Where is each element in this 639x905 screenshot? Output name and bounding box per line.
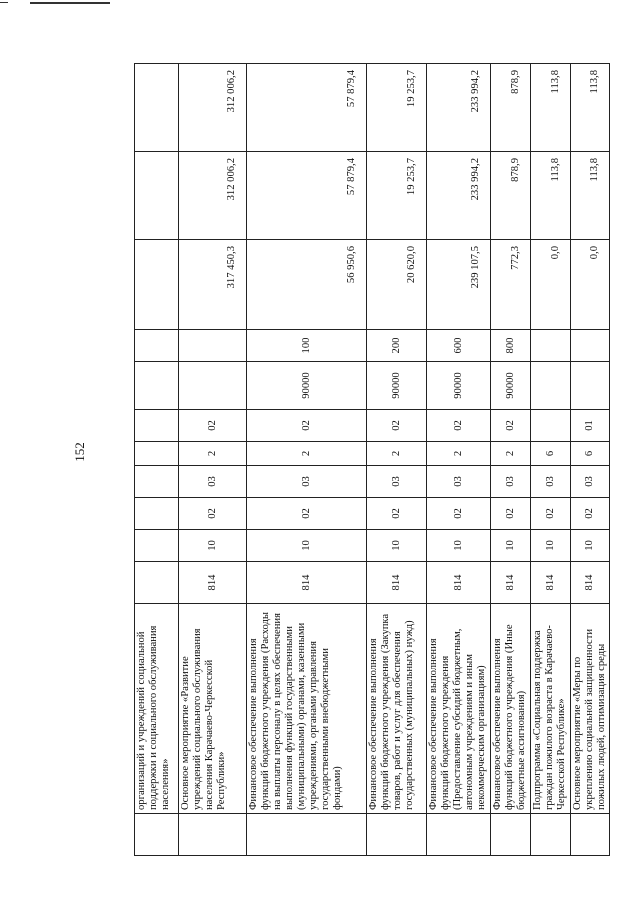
cell-amount-1: 317 450,3 bbox=[179, 240, 247, 330]
cell-chapter: 10 bbox=[491, 530, 531, 562]
cell-section: 02 bbox=[247, 498, 367, 530]
cell-target bbox=[531, 362, 571, 410]
table-row bbox=[571, 64, 610, 856]
cell-code: 814 bbox=[571, 562, 610, 604]
cell-chapter: 10 bbox=[367, 530, 427, 562]
cell-amount-2: 113,8 bbox=[571, 152, 610, 240]
table-row bbox=[179, 64, 247, 856]
table-row bbox=[247, 64, 367, 856]
cell-section: 02 bbox=[571, 498, 610, 530]
cell-margin bbox=[491, 814, 531, 856]
cell-name: организаций и учреждений социальной поддержки и социального обслуживания населения» bbox=[135, 604, 179, 814]
cell-amount-3: 878,9 bbox=[491, 64, 531, 152]
cell-amount-2: 233 994,2 bbox=[427, 152, 491, 240]
cell-amount-1: 56 950,6 bbox=[247, 240, 367, 330]
budget-table bbox=[134, 63, 610, 856]
cell-target: 90000 bbox=[427, 362, 491, 410]
cell-amount-1 bbox=[135, 240, 179, 330]
cell-chapter: 10 bbox=[247, 530, 367, 562]
cell-chapter bbox=[135, 530, 179, 562]
cell-section: 02 bbox=[179, 498, 247, 530]
cell-name: Финансовое обеспечение выполнения функций бюджетного учреждения (Расходы на выплаты персоналу в целях обеспечения выполнения функций государственными (муниципальными) органами, казенными учреждениями, органами управления государственными внебюджетными фондами) bbox=[247, 604, 367, 814]
cell-direction: 02 bbox=[247, 410, 367, 442]
cell-expense-type bbox=[179, 330, 247, 362]
cell-chapter: 10 bbox=[571, 530, 610, 562]
cell-target: 90000 bbox=[367, 362, 427, 410]
cell-amount-2: 312 006,2 bbox=[179, 152, 247, 240]
cell-amount-2: 57 879,4 bbox=[247, 152, 367, 240]
cell-program: 03 bbox=[367, 466, 427, 498]
table-row bbox=[531, 64, 571, 856]
cell-amount-2: 113,8 bbox=[531, 152, 571, 240]
cell-section bbox=[135, 498, 179, 530]
cell-name: Финансовое обеспечение выполнения функций бюджетного учреждения (Закупка товаров, работ и услуг для обеспечения государственных (муниципальных) нужд) bbox=[367, 604, 427, 814]
cell-name: Основное мероприятие «Развитие учреждений социального обслуживания населения Карачаево-Черкесской Республики» bbox=[179, 604, 247, 814]
table-row bbox=[367, 64, 427, 856]
cell-amount-2 bbox=[135, 152, 179, 240]
cell-code: 814 bbox=[247, 562, 367, 604]
cell-program: 03 bbox=[571, 466, 610, 498]
cell-amount-3: 19 253,7 bbox=[367, 64, 427, 152]
cell-amount-3: 233 994,2 bbox=[427, 64, 491, 152]
cell-program: 03 bbox=[247, 466, 367, 498]
cell-code: 814 bbox=[427, 562, 491, 604]
cell-subprogram: 6 bbox=[531, 442, 571, 466]
table-row bbox=[135, 64, 179, 856]
cell-subprogram: 6 bbox=[571, 442, 610, 466]
cell-margin bbox=[367, 814, 427, 856]
cell-code: 814 bbox=[179, 562, 247, 604]
cell-margin bbox=[247, 814, 367, 856]
cell-amount-1: 239 107,5 bbox=[427, 240, 491, 330]
cell-amount-2: 19 253,7 bbox=[367, 152, 427, 240]
cell-direction bbox=[135, 410, 179, 442]
cell-name: Основное мероприятие «Меры по укреплению социальной защищенности пожилых людей, оптимизация среды bbox=[571, 604, 610, 814]
cell-name: Финансовое обеспечение выполнения функций бюджетного учреждения (Предоставление субсидий бюджетным, автономным учреждениям и иным некоммерческим организациям) bbox=[427, 604, 491, 814]
cell-subprogram: 2 bbox=[427, 442, 491, 466]
cell-subprogram bbox=[135, 442, 179, 466]
cell-expense-type: 800 bbox=[491, 330, 531, 362]
cell-direction: 01 bbox=[571, 410, 610, 442]
cell-chapter: 10 bbox=[427, 530, 491, 562]
table-row bbox=[491, 64, 531, 856]
page-number: 152 bbox=[72, 442, 87, 462]
cell-expense-type bbox=[531, 330, 571, 362]
table-row bbox=[427, 64, 491, 856]
cell-amount-1: 772,3 bbox=[491, 240, 531, 330]
cell-code bbox=[135, 562, 179, 604]
cell-code: 814 bbox=[531, 562, 571, 604]
cell-direction: 02 bbox=[179, 410, 247, 442]
cell-direction bbox=[531, 410, 571, 442]
cell-subprogram: 2 bbox=[491, 442, 531, 466]
cell-amount-3: 113,8 bbox=[531, 64, 571, 152]
cell-expense-type: 600 bbox=[427, 330, 491, 362]
cell-expense-type: 100 bbox=[247, 330, 367, 362]
cell-direction: 02 bbox=[367, 410, 427, 442]
cell-chapter: 10 bbox=[179, 530, 247, 562]
cell-margin bbox=[571, 814, 610, 856]
cell-amount-3: 57 879,4 bbox=[247, 64, 367, 152]
cell-chapter: 10 bbox=[531, 530, 571, 562]
budget-table-container bbox=[134, 64, 607, 856]
cell-program: 03 bbox=[427, 466, 491, 498]
cell-target bbox=[571, 362, 610, 410]
cell-section: 02 bbox=[531, 498, 571, 530]
cell-name: Подпрограмма «Социальная поддержка граждан пожилого возраста в Карачаево-Черкесской Республике» bbox=[531, 604, 571, 814]
cell-expense-type bbox=[571, 330, 610, 362]
cell-margin bbox=[427, 814, 491, 856]
cell-expense-type bbox=[135, 330, 179, 362]
cell-target: 90000 bbox=[247, 362, 367, 410]
cell-section: 02 bbox=[427, 498, 491, 530]
cell-amount-1: 0,0 bbox=[571, 240, 610, 330]
cell-amount-3: 312 006,2 bbox=[179, 64, 247, 152]
cell-margin bbox=[135, 814, 179, 856]
rotated-table-layer bbox=[134, 64, 607, 856]
cell-amount-2: 878,9 bbox=[491, 152, 531, 240]
cell-target bbox=[179, 362, 247, 410]
scan-mark bbox=[30, 2, 110, 4]
cell-code: 814 bbox=[491, 562, 531, 604]
cell-amount-1: 20 620,0 bbox=[367, 240, 427, 330]
cell-program: 03 bbox=[491, 466, 531, 498]
cell-direction: 02 bbox=[491, 410, 531, 442]
cell-margin bbox=[531, 814, 571, 856]
cell-program: 03 bbox=[179, 466, 247, 498]
cell-code: 814 bbox=[367, 562, 427, 604]
cell-subprogram: 2 bbox=[179, 442, 247, 466]
scan-mark bbox=[0, 2, 8, 3]
scan-edge-marks bbox=[0, 0, 120, 6]
cell-direction: 02 bbox=[427, 410, 491, 442]
cell-program: 03 bbox=[531, 466, 571, 498]
cell-section: 02 bbox=[491, 498, 531, 530]
cell-program bbox=[135, 466, 179, 498]
cell-target: 90000 bbox=[491, 362, 531, 410]
cell-subprogram: 2 bbox=[367, 442, 427, 466]
cell-section: 02 bbox=[367, 498, 427, 530]
cell-subprogram: 2 bbox=[247, 442, 367, 466]
cell-amount-3: 113,8 bbox=[571, 64, 610, 152]
cell-name: Финансовое обеспечение выполнения функций бюджетного учреждения (Иные бюджетные ассигнования) bbox=[491, 604, 531, 814]
cell-margin bbox=[179, 814, 247, 856]
cell-amount-3 bbox=[135, 64, 179, 152]
cell-target bbox=[135, 362, 179, 410]
cell-expense-type: 200 bbox=[367, 330, 427, 362]
cell-amount-1: 0,0 bbox=[531, 240, 571, 330]
